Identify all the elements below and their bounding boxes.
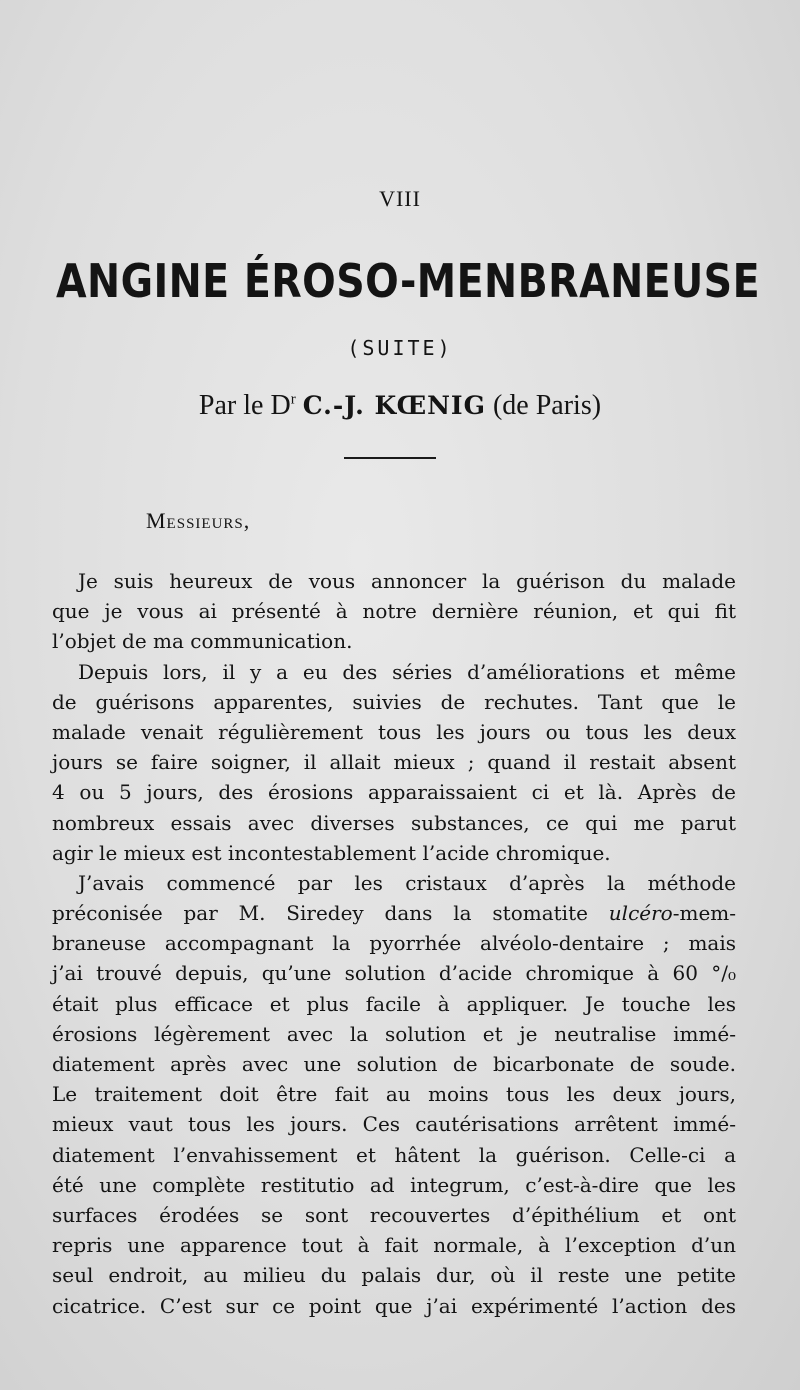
italic-term: ulcéro xyxy=(608,901,673,926)
text-line: diatement l’envahissement et hâtent la guérison. Celle-ci a xyxy=(52,1142,736,1167)
byline-doctor-title xyxy=(270,390,295,421)
text-line: 4 ou 5 jours, des érosions apparaissaient ci et là. Après de xyxy=(52,780,736,805)
text-line: surfaces érodées se sont recouvertes d’épithélium et ont xyxy=(52,1202,736,1227)
separator-rule xyxy=(344,457,436,459)
byline-par: Par le xyxy=(198,390,264,421)
text-line: cicatrice. C’est sur ce point que j’ai expérimenté l’action des xyxy=(52,1293,736,1318)
text-line: Depuis lors, il y a eu des séries d’améliorations et même xyxy=(78,659,736,684)
section-number: VIII xyxy=(379,186,421,211)
text-line: j’ai trouvé depuis, qu’une solution d’acide chromique à 60 °/₀ xyxy=(52,961,736,986)
text-line: Le traitement doit être fait au moins tous les deux jours, xyxy=(52,1082,736,1107)
text-line: mieux vaut tous les jours. Ces cautérisations arrêtent immé- xyxy=(52,1112,736,1137)
text-line-part: -mem- xyxy=(672,901,736,926)
text-line: repris une apparence tout à fait normale, à l’exception d’un xyxy=(52,1233,736,1258)
text-line: jours se faire soigner, il allait mieux ; quand il restait absent xyxy=(52,750,736,775)
text-line: braneuse accompagnant la pyorrhée alvéolo-dentaire ; mais xyxy=(52,931,736,956)
text-line-part: préconisée par M. Siredey dans la stomatite xyxy=(52,901,609,926)
article-title: ANGINE ÉROSO-MENBRANEUSE xyxy=(56,254,761,308)
text-line: diatement après avec une solution de bicarbonate de soude. xyxy=(52,1052,736,1076)
text-line: érosions légèrement avec la solution et je neutralise immé- xyxy=(52,1021,736,1046)
byline-dr-sup: r xyxy=(290,391,296,408)
text-line: agir le mieux est incontestablement l’acide chromique. xyxy=(52,840,611,865)
text-line: Je suis heureux de vous annoncer la guérison du malade xyxy=(78,569,736,593)
text-line: de guérisons apparentes, suivies de rechutes. Tant que le xyxy=(52,689,736,714)
text-line xyxy=(52,898,736,928)
byline-origin: (de Paris) xyxy=(492,390,602,421)
byline xyxy=(0,390,800,422)
text-line: que je vous ai présenté à notre dernière réunion, et qui fit xyxy=(52,599,736,624)
text-line: nombreux essais avec diverses substances, ce qui me parut xyxy=(52,810,736,835)
show-through-texture xyxy=(60,78,780,268)
text-line: était plus efficace et plus facile à appliquer. Je touche les xyxy=(52,991,736,1016)
body-text xyxy=(52,566,736,1321)
article-subtitle: (SUITE) xyxy=(347,336,453,360)
byline-dr: D xyxy=(270,390,291,421)
salutation: Messieurs, xyxy=(146,508,251,533)
text-line: seul endroit, au milieu du palais dur, où il reste une petite xyxy=(52,1263,736,1288)
byline-author: C.-J. KŒNIG xyxy=(302,391,486,420)
text-line: été une complète restitutio ad integrum, c’est-à-dire que les xyxy=(52,1172,736,1197)
text-line: malade venait régulièrement tous les jours ou tous les deux xyxy=(52,719,736,744)
text-line: J’avais commencé par les cristaux d’après la méthode xyxy=(78,870,736,895)
text-line: l’objet de ma communication. xyxy=(52,629,353,654)
